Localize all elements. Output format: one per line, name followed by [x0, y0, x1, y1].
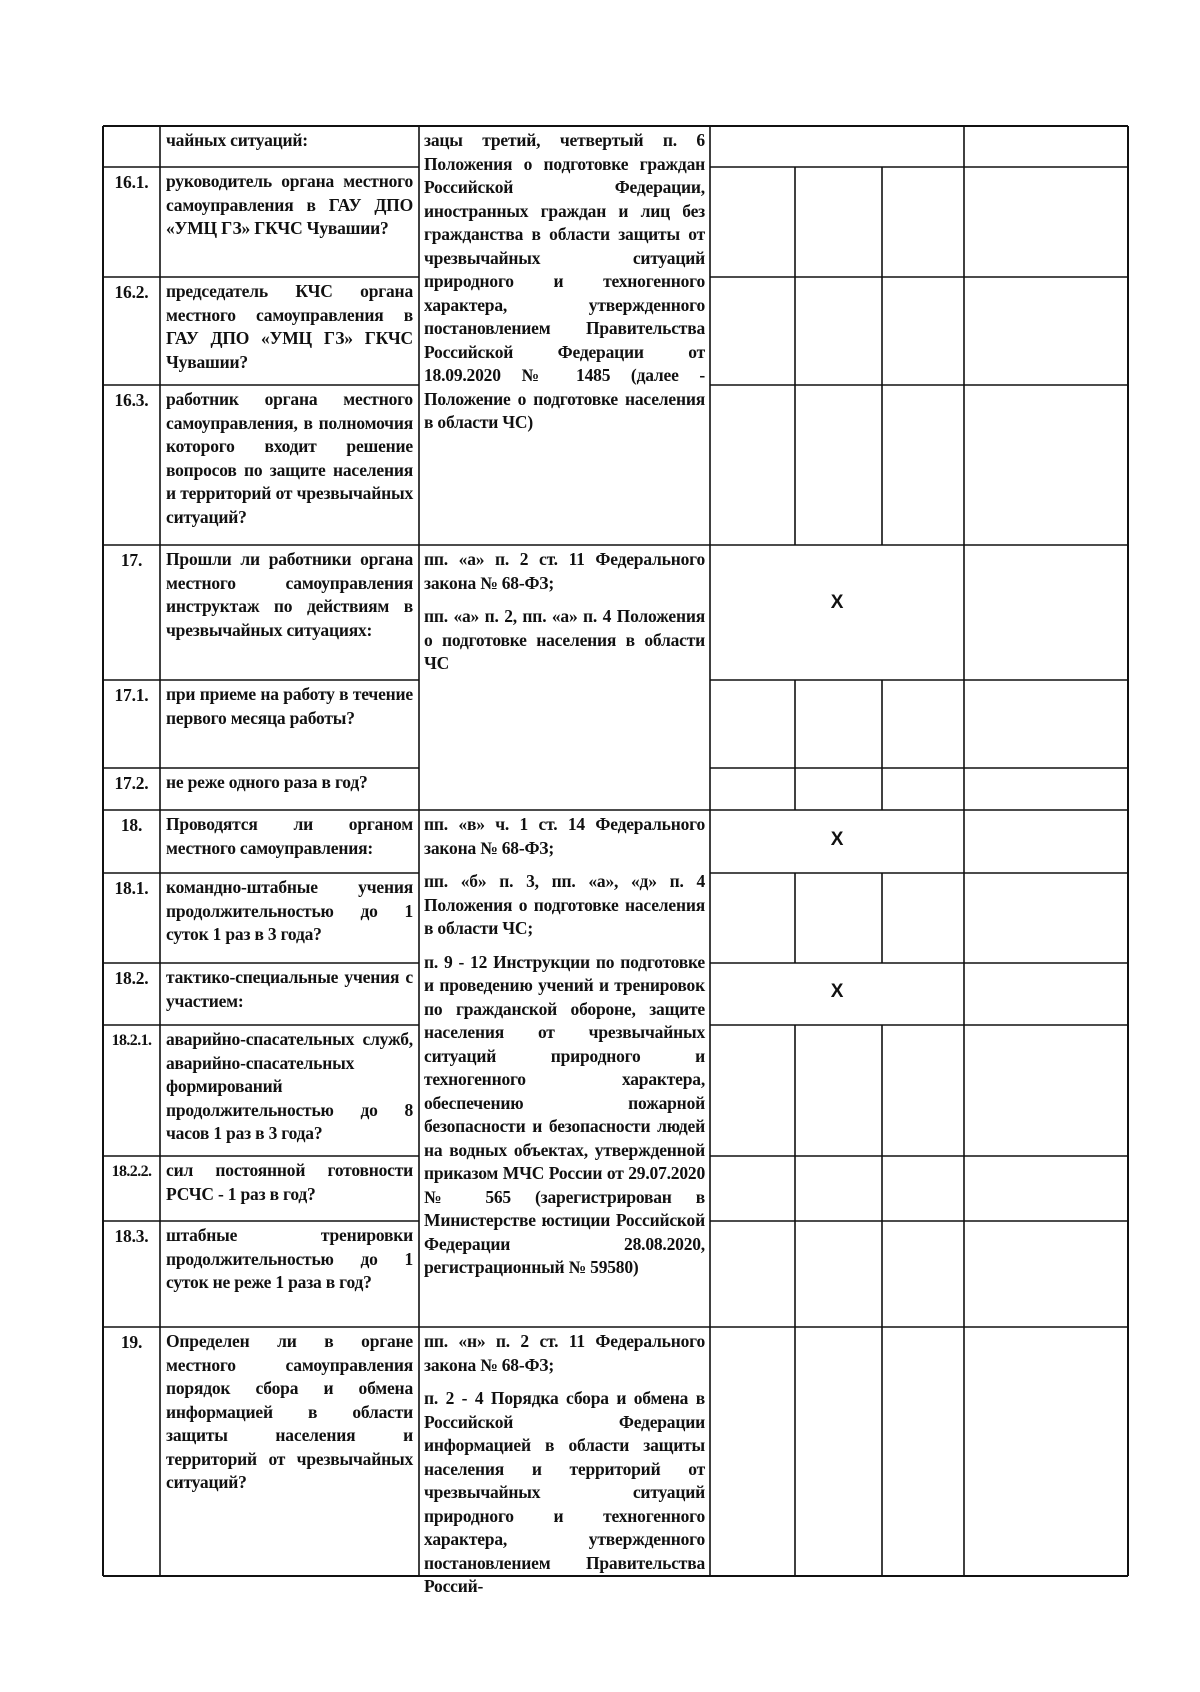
legal-basis-cell — [419, 545, 710, 810]
legal-basis-paragraph: пп. «а» п. 2 ст. 11 Федерального закона № 68-ФЗ; — [424, 549, 705, 593]
row-number: 18.2. — [114, 968, 149, 988]
question-text: тактико-специальные учения с участием: — [166, 967, 413, 1011]
row-number: 18.2.2. — [111, 1163, 152, 1180]
question-text: при приеме на работу в течение первого месяца работы? — [166, 684, 413, 728]
question-text: штабные тренировки продолжительностью до 1 суток не реже 1 раза в год? — [166, 1225, 413, 1292]
question-text: сил постоянной готовности РСЧС - 1 раз в год? — [166, 1160, 413, 1204]
row-number: 18.1. — [114, 878, 149, 898]
legal-basis-cell — [419, 126, 710, 545]
question-text: председатель КЧС органа местного самоуправления в ГАУ ДПО «УМЦ ГЗ» ГКЧС Чувашии? — [166, 281, 413, 372]
legal-basis-paragraph: пп. «в» ч. 1 ст. 14 Федерального закона № 68-ФЗ; — [424, 814, 705, 858]
row-number: 19. — [120, 1332, 143, 1352]
row-number: 16.2. — [114, 282, 149, 302]
legal-basis-cell — [419, 1327, 710, 1596]
row-number: 18. — [120, 815, 143, 835]
legal-basis-paragraph: зацы третий, четвертый п. 6 Положения о подготовке граждан Российской Федерации, иностранных граждан и лиц без гражданства в области защиты от чрезвычайных ситуаций природного и техногенного характера, утвержденного постановлением Правительства Российской Федерации от 18.09.2020 № 1485 (далее - Положение о подготовке населения в области ЧС) — [424, 130, 705, 432]
row-number: 18.3. — [114, 1226, 149, 1246]
not-applicable-mark: X — [830, 981, 844, 1002]
not-applicable-mark: X — [830, 829, 844, 850]
legal-basis-paragraph: п. 9 - 12 Инструкции по подготовке и проведению учений и тренировок по гражданской обороне, защите населения от чрезвычайных ситуаций природного и техногенного характера, обеспечению пожарной безопасности и безопасности людей на водных объектах, утвержденной приказом МЧС России от 29.07.2020 № 565 (зарегистрирован в Министерстве юстиции Российской Федерации 28.08.2020, регистрационный № 59580) — [424, 951, 705, 1277]
question-text: Прошли ли работники органа местного самоуправления инструктаж по действиям в чрезвычайных ситуациях: — [166, 549, 413, 640]
row-number — [103, 126, 160, 167]
legal-basis-cell — [419, 810, 710, 1327]
question-text: Проводятся ли органом местного самоуправления: — [166, 814, 413, 858]
question-text: работник органа местного самоуправления, в полномочия которого входит решение вопросов по защите населения и территорий от чрезвычайных ситуаций? — [166, 389, 413, 527]
legal-basis-paragraph: пп. «н» п. 2 ст. 11 Федерального закона № 68-ФЗ; — [424, 1331, 705, 1375]
row-number: 17.1. — [114, 685, 149, 705]
question-text: чайных ситуаций: — [166, 130, 308, 150]
row-number: 16.1. — [114, 172, 149, 192]
question-text: Определен ли в органе местного самоуправления порядок сбора и обмена информацией в области защиты населения и территорий от чрезвычайных ситуаций? — [166, 1331, 413, 1492]
row-number: 18.2.1. — [111, 1032, 152, 1049]
question-text: командно-штабные учения продолжительностью до 1 суток 1 раз в 3 года? — [166, 877, 413, 944]
question-text: руководитель органа местного самоуправления в ГАУ ДПО «УМЦ ГЗ» ГКЧС Чувашии? — [166, 171, 413, 238]
legal-basis-paragraph: пп. «б» п. 3, пп. «а», «д» п. 4 Положения о подготовке населения в области ЧС; — [424, 871, 705, 938]
not-applicable-mark: X — [830, 592, 844, 613]
question-text: не реже одного раза в год? — [166, 772, 368, 792]
row-number: 17.2. — [114, 773, 149, 793]
legal-basis-paragraph: п. 2 - 4 Порядка сбора и обмена в Российской Федерации информацией в области защиты населения и территорий от чрезвычайных ситуаций природного и техногенного характера, утвержденного постановлением Правительства Россий- — [424, 1388, 705, 1596]
row-number: 17. — [120, 550, 143, 570]
legal-basis-paragraph: пп. «а» п. 2, пп. «а» п. 4 Положения о подготовке населения в области ЧС — [424, 606, 705, 673]
question-text: аварийно-спасательных служб, аварийно-спасательных формирований продолжительностью до 8 часов 1 раз в 3 года? — [166, 1029, 413, 1143]
row-number: 16.3. — [114, 390, 149, 410]
